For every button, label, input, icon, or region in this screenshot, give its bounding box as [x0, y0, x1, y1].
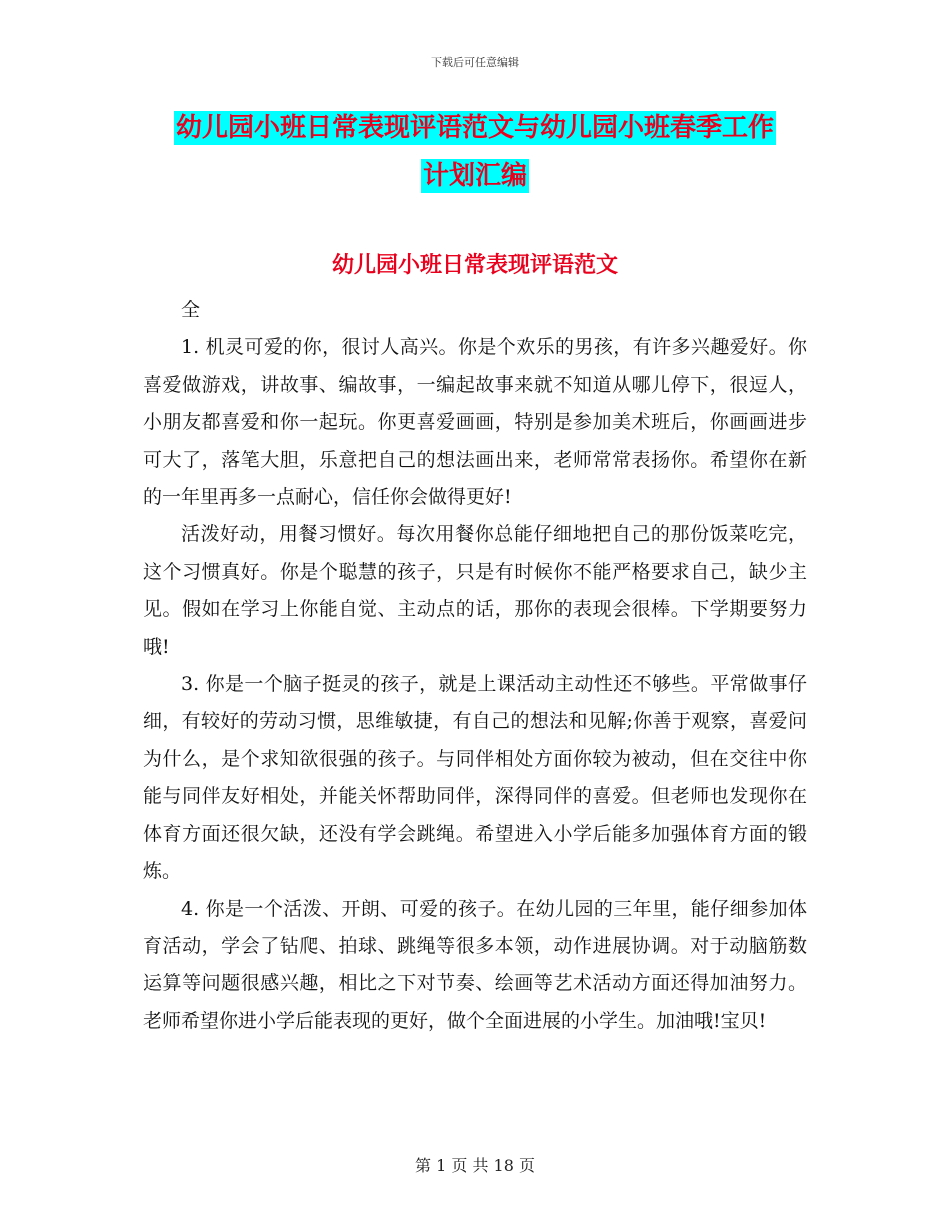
paragraph: 4. 你是一个活泼、开朗、可爱的孩子。在幼儿园的三年里，能仔细参加体育活动，学会了钻爬、拍球、跳绳等很多本领，动作进展协调。对于动脑筋数运算等问题很感兴趣，相比之下对节奏、绘画等艺术活动方面还得加油努力。老师希望你进小学后能表现的更好，做个全面进展的小学生。加油哦!宝贝! — [143, 897, 807, 1032]
title-line-1: 幼儿园小班日常表现评语范文与幼儿园小班春季工作 — [175, 113, 774, 143]
paragraph: 3. 你是一个脑子挺灵的孩子，就是上课活动主动性还不够些。平常做事仔细，有较好的劳动习惯，思维敏捷，有自己的想法和见解;你善于观察，喜爱问为什么，是个求知欲很强的孩子。与同伴相处方面你较为被动，但在交往中你能与同伴友好相处，并能关怀帮助同伴，深得同伴的喜爱。但老师也发现你在体育方面还很欠缺，还没有学会跳绳。希望进入小学后能多加强体育方面的锻炼。 — [143, 673, 807, 883]
page-number: 第 1 页 共 18 页 — [415, 1156, 535, 1175]
document-title — [145, 104, 805, 200]
section-title: 幼儿园小班日常表现评语范文 — [331, 253, 618, 278]
paragraph: 1. 机灵可爱的你，很讨人高兴。你是个欢乐的男孩，有许多兴趣爱好。你喜爱做游戏，讲故事、编故事，一编起故事来就不知道从哪儿停下，很逗人，小朋友都喜爱和你一起玩。你更喜爱画画，特别是参加美术班后，你画画进步可大了，落笔大胆，乐意把自己的想法画出来，老师常常表扬你。希望你在新的一年里再多一点耐心，信任你会做得更好! — [143, 336, 807, 509]
paragraph: 全 — [181, 299, 201, 321]
paragraph: 活泼好动，用餐习惯好。每次用餐你总能仔细地把自己的那份饭菜吃完，这个习惯真好。你是个聪慧的孩子，只是有时候你不能严格要求自己，缺少主见。假如在学习上你能自觉、主动点的话，那你的表现会很棒。下学期要努力哦! — [143, 523, 807, 658]
page-header-note: 下载后可任意编辑 — [431, 56, 519, 69]
document-body — [143, 292, 807, 1040]
title-line-2: 计划汇编 — [422, 161, 527, 191]
